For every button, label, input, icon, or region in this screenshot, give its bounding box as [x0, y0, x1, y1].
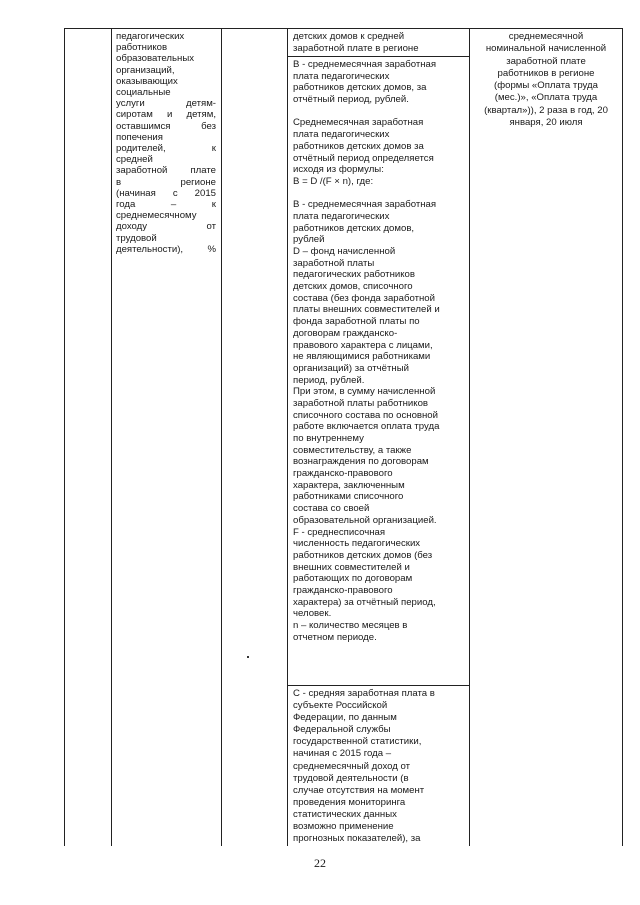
calc-cell-divider-2 — [287, 685, 470, 686]
column-divider-3 — [287, 28, 288, 846]
data-source-text: среднемесячной номинальной начисленной заработной плате работников в регионе (формы «Оплата труда (мес.)», «Оплата труда (квартал»)), 2 раза в год, 20 января, 20 июля — [484, 31, 608, 129]
indicator-name-text: педагогических работников образовательных организаций, оказывающих социальные услуги детям- сиротам и детям, оставшимся без попечения родителей, к средней заработной плате в регионе (начиная с 2015 года – к среднемесячному доходу от трудовой деятельности), % — [116, 31, 216, 255]
page-number: 22 — [314, 856, 326, 870]
calc-top-text: детских домов к средней заработной плате в регионе — [293, 31, 419, 54]
column-divider-2 — [221, 28, 222, 846]
table-border-left — [64, 28, 65, 846]
table-border-right — [622, 28, 623, 846]
table-top-border — [64, 28, 623, 29]
column-divider-4 — [469, 28, 470, 846]
calc-cell-divider-1 — [287, 56, 470, 57]
column-divider-1 — [111, 28, 112, 846]
calc-c-definition-text: С - средняя заработная плата в субъекте Российской Федерации, по данным Федеральной службы государственной статистики, начиная с 2015 года – среднемесячный доход от трудовой деятельности (в случае отсутствия на момент проведения мониторинга статистических данных возможно применение прогнозных показателей), за — [293, 688, 435, 845]
stray-mark — [247, 656, 249, 658]
calc-b-definition-text: В - среднемесячная заработная плата педагогических работников детских домов, за отчётный период, рублей. Среднемесячная заработная плата педагогических работников детских домов за отчётный период определяется исходя из формулы: B = D /(F × n), где: В - среднемесячная заработная плата педагогических работников детских домов, рублей D – фонд начисленной заработной платы педагогических работников детских домов, списочного состава (без фонда заработной платы внешних совместителей и фонда заработной платы по договорам гражданско- правового характера с лицами, не являющимися работниками организаций) за отчётный период, рублей. При этом, в сумму начисленной заработной платы работников списочного состава по основной работе включается оплата труда по внутреннему совместительству, а также вознаграждения по договорам гражданско-правового характера, заключенным работниками списочного состава со своей образовательной организацией. F - среднесписочная численность педагогических работников детских домов (без внешних совместителей и работающих по договорам гражданско-правового характера) за отчётный период, человек. n – количество месяцев в отчетном периоде. — [293, 59, 440, 643]
